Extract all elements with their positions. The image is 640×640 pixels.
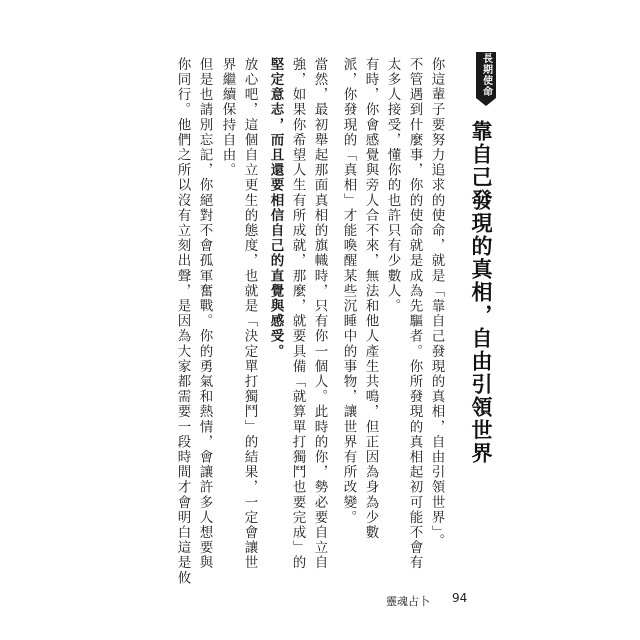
- text-column: 當然，最初舉起那面真相的旗幟時，只有你一個人。此時的你，勢必要自立自: [311, 57, 328, 571]
- text-column: 堅定意志，而且還要相信自己的直覺與感受。: [267, 57, 284, 359]
- text-column: 派，你發現的「真相」才能喚醒某些沉睡中的事物，讓世界有所改變。: [340, 57, 357, 526]
- text-column: 你同行。他們之所以沒有立刻出聲，是因為大家都需要一段時間才會明白這是攸: [174, 57, 191, 586]
- text-column: 太多人接受，懂你的也許只有少數人。: [384, 57, 401, 314]
- text-column: 不管遇到什麼事，你的使命就是成為先驅者。你所發現的真相起初可能不會有: [406, 57, 423, 571]
- text-column: 強，如果你希望人生有所成就，那麼，就要具備「就算單打獨鬥也要完成」的: [289, 57, 306, 571]
- running-footer-title: 靈魂占卜: [386, 595, 430, 608]
- text-column: 有時，你會感覺與旁人合不來，無法和他人產生共鳴，但正因為身為少數: [362, 57, 379, 541]
- section-headline: 靠自己發現的真相，自由引領世界: [469, 120, 493, 465]
- text-column: 但是也請別忘記，你絕對不會孤軍奮戰。你的勇氣和熱情，會讓許多人想要與: [196, 57, 213, 571]
- text-column: 界繼續保持自由。: [219, 57, 236, 178]
- page-number: 94: [452, 591, 468, 605]
- text-column: 放心吧，這個自立更生的態度，也就是「決定單打獨鬥」的結果，一定會讓世: [241, 57, 258, 571]
- category-tag: 長期使命: [476, 52, 496, 98]
- text-column: 你這輩子要努力追求的使命，就是「靠自己發現的真相，自由引領世界」。: [428, 57, 445, 549]
- category-tag-pointer: [476, 98, 496, 106]
